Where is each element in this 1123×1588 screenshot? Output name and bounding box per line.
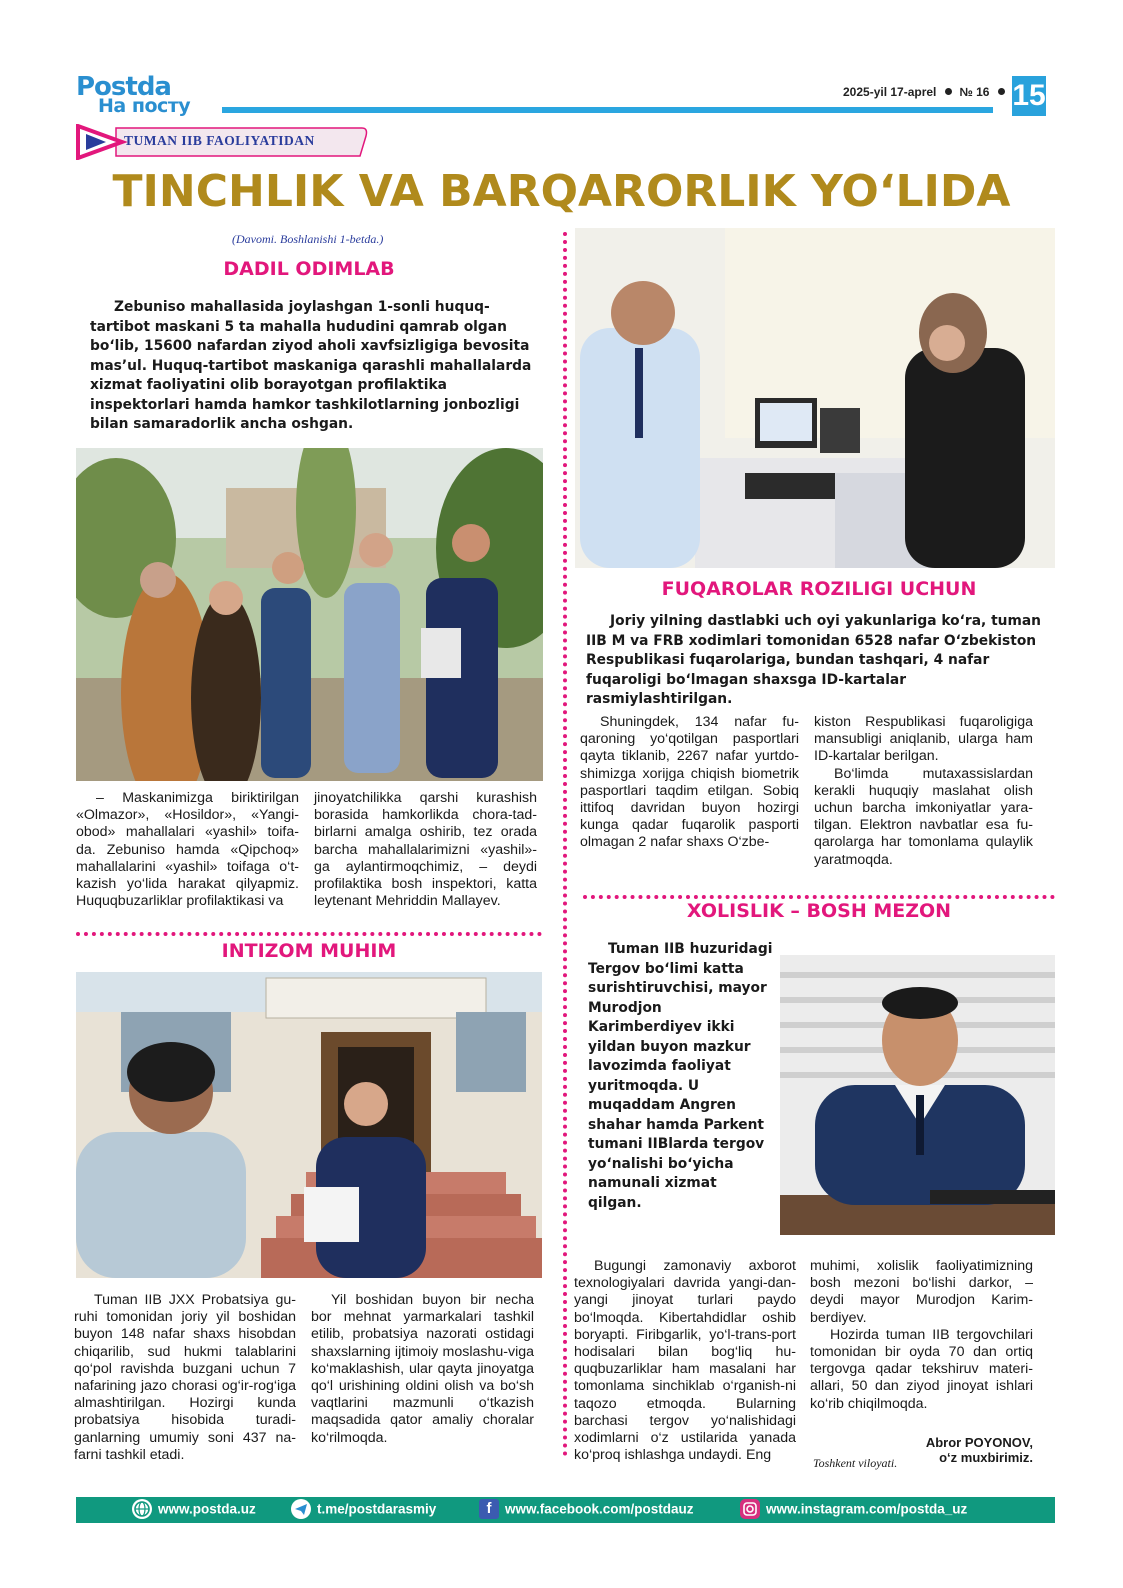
facebook-icon: f [479, 1499, 499, 1519]
section4-column1: Bugungi zamonaviy axborot texnologiyalari davrida yangi-dan-yangi jinoyat turlari paydo bo‘lmoqda. Kibertahdidlar oshib boryapti. Firibgarlik, yo‘l-trans-port hodisalari bilan bog‘liq hu-quqbuzarliklar ham masalani har tomonlama sinchiklab o‘rganish-ni taqozo etmoqda. Bularning barchasi tergov yo‘nalishidagi xodimlarni o‘z ustilarida yanada ko‘proq ishlashga undaydi. Eng [574, 1258, 796, 1464]
section-heading-xolislik: XOLISLIK – BOSH MEZON [686, 900, 952, 922]
section-separator [583, 895, 1055, 899]
photo-probation-officer [76, 972, 542, 1278]
footer-facebook-text: www.facebook.com/postdauz [505, 1501, 694, 1517]
logo-postda: Postda [76, 72, 171, 102]
footer-instagram-link[interactable] [740, 1500, 967, 1520]
author-role: o‘z muxbirimiz. [939, 1450, 1033, 1465]
section-heading-fuqarolar: FUQAROLAR ROZILIGI UCHUN [661, 578, 977, 600]
column-separator [563, 232, 567, 1457]
section-lead: Joriy yilning dastlabki uch oyi yakunlariga ko‘ra, tuman IIB M va FRB xodimlari tomonidan 6528 nafar O‘zbekiston Respublikasi fuqarolariga, bundan tashqari, 4 nafar fuqaroligi bo‘lmagan shaxsga ID-kartalar rasmiylashtirilgan. [586, 613, 1041, 707]
section3-column2: Yil boshidan buyon bir necha bor mehnat yarmarkalari tashkil etilib, probatsiya nazorati ostidagi shaxslarning ijtimoiy moslashu-viga ko‘maklashish, ular qayta jinoyatga qo‘l urishining oldini olish va bo‘sh vaqtlarini mazmunli o‘tkazish maqsadida qator amaliy choralar ko‘rilmoqda. [311, 1292, 534, 1446]
issue-date: 2025-yil 17-aprel [843, 85, 937, 99]
section-heading-dadil-odimlab: DADIL ODIMLAB [223, 258, 395, 280]
section2-column2: kiston Respublikasi fuqaroligiga mansubligi aniqlanib, ularga ham ID-kartalar berilgan. Bo‘limda mutaxassislardan kerakli huquqiy maslahat olish uchun barcha imkoniyatlar yara-tilgan. Elektron navbatlar esa fu-qarolarga har tomonlama qulaylik yaratmoqda. [814, 714, 1033, 868]
telegram-icon [291, 1499, 311, 1519]
section-lead: Zebuniso mahallasida joylashgan 1-sonli huquq-tartibot maskani 5 ta mahalla hududini qamrab olgan bo‘lib, 15600 nafardan ziyod aholi xavfsizligiga bevosita mas’ul. Huquq-tartibot maskaniga qarashli mahallalarda xizmat faoliyatini olib borayotgan profilaktika inspektorlari hamda hamkor tashkilotlarning jonbozligi bilan samaradorlik ancha oshgan. [90, 299, 532, 432]
photo-id-card-office [575, 228, 1055, 568]
section-separator [76, 932, 542, 936]
globe-icon [132, 1499, 152, 1519]
page-number: 15 [1012, 76, 1046, 116]
continued-note: (Davomi. Boshlanishi 1-betda.) [232, 232, 384, 246]
footer-facebook-link[interactable] [479, 1500, 694, 1520]
author-signature [880, 1435, 1033, 1465]
bullet-icon [945, 88, 952, 95]
author-location: Toshkent viloyati. [813, 1456, 898, 1470]
footer-bar [76, 1497, 1055, 1523]
footer-instagram-text: www.instagram.com/postda_uz [766, 1501, 968, 1517]
section-heading-intizom: INTIZOM MUHIM [221, 940, 397, 962]
rubric-label: TUMAN IIB FAOLIYATIDAN [124, 133, 315, 148]
section4-column2: muhimi, xolislik faoliyatimizning bosh mezoni bo‘lishi darkor, – deydi mayor Murodjon Karim-berdiyev. Hozirda tuman IIB tergovchilari tomonidan bir oyda 70 dan ortiq tergovga qadar tekshiruv materi-allari, 50 dan ziyod jinoyat ishlari ko‘rib chiqilmoqda. [810, 1258, 1033, 1412]
section3-column1: Tuman IIB JXX Probatsiya gu-ruhi tomonidan joriy yil boshidan buyon 148 nafar shaxs hisobdan chiqarilib, sud hukmi talablarini qo‘pol ravishda buzgani uchun 7 nafarining jazo chorasi og‘ir-rog‘iga almashtirilgan. Hozirgi kunda probatsiya hisobida turadi-ganlarning umumiy soni 437 na-farni tashkil etadi. [74, 1292, 296, 1463]
photo-major-portrait [780, 955, 1055, 1235]
bullet-icon [998, 88, 1005, 95]
article-title: TINCHLIK VA BARQARORLIK YO‘LIDA [112, 166, 1011, 217]
section1-column2: jinoyatchilikka qarshi kurashish borasida hamkorlikda chora-tad-birlarni amalga oshirib, tez orada barcha mahallalarimizni «yashil»-ga aylantirmoqchimiz, – deydi profilaktika bosh inspektori, katta leytenant Mehriddin Mallayev. [314, 790, 537, 910]
author-name: Abror POYONOV, [925, 1435, 1033, 1450]
footer-website-link[interactable] [132, 1500, 256, 1520]
section1-column1: – Maskanimizga biriktirilgan «Olmazor», «Hosildor», «Yangi-obod» mahallalari «yashil» toifa-da. Zebuniso hamda «Qipchoq» mahallalarini «yashil» toifaga o‘t-kazish yo‘lida harakat qilyapmiz. Huquqbuzarliklar profilaktikasi va [76, 790, 299, 910]
photo-inspectors-with-residents [76, 448, 543, 781]
header-rule [222, 107, 993, 113]
logo-na-postu: На посту [98, 95, 191, 117]
section2-column1: Shuningdek, 134 nafar fu-qaroning yo‘qotilgan pasportlari qayta tiklanib, 2267 nafar yurtdo-shimizga xorijga chiqish biometrik pasportlari taqdim etilgan. Sobiq ittifoq davridan buyon hozirgi kunga qadar fuqarolik pasporti olmagan 2 nafar shaxs O‘zbe- [580, 714, 799, 851]
footer-telegram-text: t.me/postdarasmiy [317, 1501, 437, 1517]
section-lead: Tuman IIB huzuridagi Tergov bo‘limi katta surishtiruvchisi, mayor Murodjon Karimberdiyev ikki yildan buyon mazkur lavozimda faoliyat yuritmoqda. U muqaddam Angren shahar hamda Parkent tumani IIBlarda tergov yo‘nalishi bo‘yicha namunali xizmat qilgan. [588, 941, 773, 1211]
issue-date-bar [843, 85, 1012, 99]
instagram-icon [740, 1499, 760, 1519]
footer-telegram-link[interactable] [291, 1500, 436, 1520]
issue-number: № 16 [959, 85, 990, 99]
footer-website-text: www.postda.uz [158, 1501, 256, 1517]
